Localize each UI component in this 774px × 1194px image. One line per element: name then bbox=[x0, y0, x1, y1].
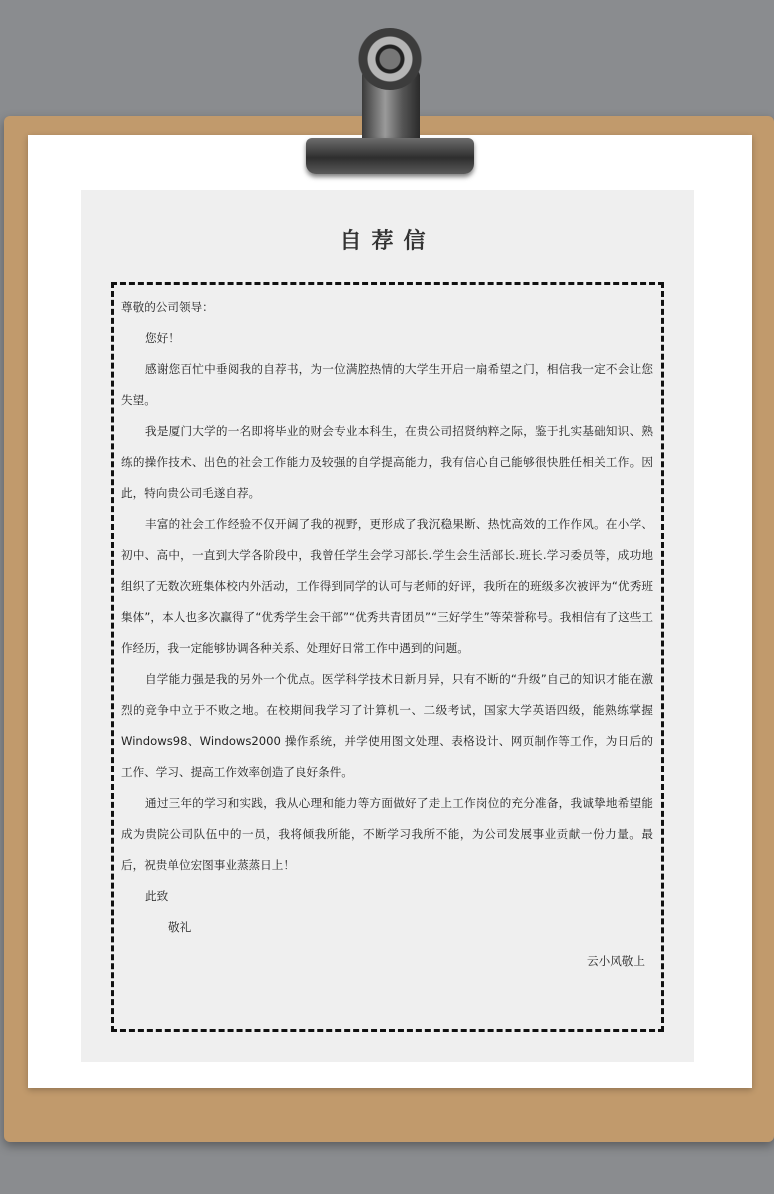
paragraph-self-learning: 自学能力强是我的另外一个优点。医学科学技术日新月异，只有不断的“升级”自己的知识才能在激烈的竞争中立于不败之地。在校期间我学习了计算机一、二级考试，国家大学英语四级，能熟练掌握 Windows98、Windows2000 操作系统，并学使用图文处理、表格设计、网页制作等工作，为日后的工作、学习、提高工作效率创造了良好条件。 bbox=[121, 672, 653, 779]
binder-clip-base bbox=[306, 138, 474, 174]
paragraph-introduction: 我是厦门大学的一名即将毕业的财会专业本科生，在贵公司招贤纳粹之际，鉴于扎实基础知识、熟练的操作技术、出色的社会工作能力及较强的自学提高能力，我有信心自己能够很快胜任相关工作。因此，特向贵公司毛遂自荐。 bbox=[121, 424, 653, 500]
salutation: 尊敬的公司领导： bbox=[121, 300, 214, 314]
closing-jing-li: 敬礼 bbox=[168, 920, 192, 934]
paragraph-experience: 丰富的社会工作经验不仅开阔了我的视野，更形成了我沉稳果断、热忱高效的工作作风。在小学、初中、高中，一直到大学各阶段中，我曾任学生会学习部长.学生会生活部长.班长.学习委员等，成功地组织了无数次班集体校内外活动，工作得到同学的认可与老师的好评，我所在的班级多次被评为“优秀班集体”，本人也多次赢得了“优秀学生会干部”“优秀共青团员”“三好学生”等荣誉称号。我相信有了这些工作经历，我一定能够协调各种关系、处理好日常工作中遇到的问题。 bbox=[121, 517, 653, 655]
binder-clip-ring-icon bbox=[357, 28, 423, 90]
paragraph-conclusion: 通过三年的学习和实践，我从心理和能力等方面做好了走上工作岗位的充分准备，我诚挚地希望能成为贵院公司队伍中的一员，我将倾我所能，不断学习我所不能，为公司发展事业贡献一份力量。最后，祝贵单位宏图事业蒸蒸日上！ bbox=[121, 796, 653, 872]
letter-body bbox=[121, 292, 653, 977]
closing-ci-zhi: 此致 bbox=[145, 889, 169, 903]
greeting: 您好！ bbox=[145, 331, 180, 345]
signature: 云小风敬上 bbox=[587, 954, 645, 968]
paragraph-thanks: 感谢您百忙中垂阅我的自荐书，为一位满腔热情的大学生开启一扇希望之门，相信我一定不会让您失望。 bbox=[121, 362, 653, 407]
letter-title: 自荐信 bbox=[339, 229, 436, 254]
